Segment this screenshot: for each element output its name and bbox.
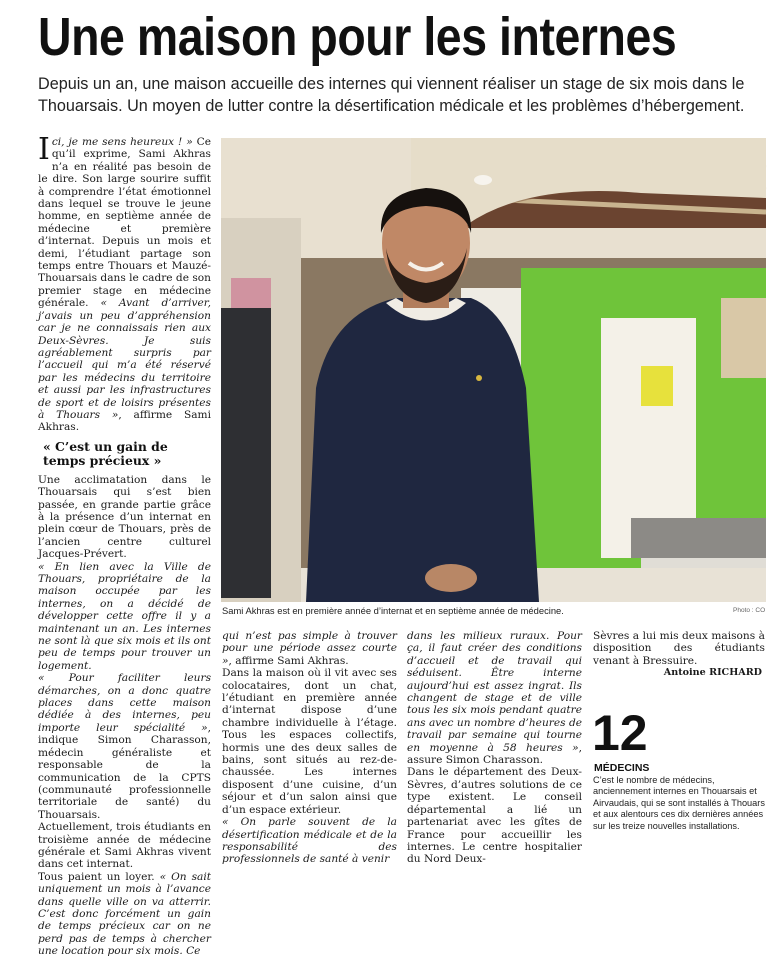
article-column-3	[407, 630, 582, 866]
photo-caption: Sami Akhras est en première année d’internat et en septième année de médecine.	[222, 605, 564, 616]
stat-label: MÉDECINS	[594, 762, 650, 774]
paragraph: Sèvres a lui mis deux maisons à disposition des étudiants venant à Bressuire.	[593, 630, 765, 667]
byline: Antoine RICHARD	[663, 667, 762, 679]
headline: Une maison pour les internes	[38, 7, 677, 67]
paragraph: « En lien avec la Ville de Thouars, propriétaire de la maison occupée par les internes, on a décidé de développer cette offre il y a maintenant un an. Les internes ne sont là que six mois et ils ont peu de temps pour trouver un logement.	[38, 560, 211, 672]
paragraph: dans les milieux ruraux. Pour ça, il faut créer des conditions d’accueil et de travail qui séduisent. Être interne aujourd’hui est assez ingrat. Ils changent de stage et de ville tous les six mois pendant quatre ans avec un nombre d’heures de travail par semaine qui tourne en moyenne à 58 heures », assure Simon Charasson.	[407, 630, 582, 767]
paragraph: Dans le département des Deux-Sèvres, d’autres solutions de ce type existent. Le conseil départemental a lié un partenariat avec les gîtes de France pour accueillir les internes. Le centre hospitalier du Nord Deux-	[407, 766, 582, 866]
paragraph: qui n’est pas simple à trouver pour une période assez courte », affirme Sami Akhras.	[222, 630, 397, 667]
subheading: « C’est un gain de temps précieux »	[43, 438, 168, 468]
paragraph: « Pour faciliter leurs démarches, on a donc quatre places dans cette maison dédiée à des internes, peu importe leur spécialité », indique Simon Charasson, médecin généraliste et responsable de la communication de la CPTS (communauté professionnelle territoriale de santé) du Thouarsais.	[38, 672, 211, 821]
article-photo	[221, 138, 766, 602]
article-column-2	[222, 630, 397, 866]
photo-credit: Photo : CO	[733, 607, 766, 614]
paragraph: « On parle souvent de la désertification médicale et de la responsabilité des professionnels de santé à venir	[222, 816, 397, 866]
standfirst: Depuis un an, une maison accueille des internes qui viennent réaliser un stage de six mois dans le Thouarsais. Un moyen de lutter contre la désertification médicale et les problèmes d’hébergement.	[38, 75, 745, 115]
paragraph: Une acclimatation dans le Thouarsais qui s’est bien passée, en grande partie grâce à la présence d’un internat en plein cœur de Thouars, près de l’ancien centre culturel Jacques-Prévert.	[38, 473, 211, 561]
stat-number: 12	[592, 705, 648, 761]
article-column-4	[593, 630, 765, 680]
dropcap: I	[38, 132, 50, 167]
paragraph: Ici, je me sens heureux ! » Ce qu’il exprime, Sami Akhras n’a en réalité pas besoin de le dire. Son large sourire suffit à comprendre l’état émotionnel dans lequel se trouve le jeune homme, en septième année de médecine et première d’internat. Depuis un mois et demi, l’étudiant partage son temps entre Thouars et Mauzé-Thouarsais dans le cadre de son premier stage en médecine générale. « Avant d’arriver, j’avais un peu d’appréhension car je ne connaissais rien aux Deux-Sèvres. Je suis agréablement surpris par l’accueil qui m’a été réservé par les médecins du territoire et aussi par les infrastructures de sport et de loisirs présentes à Thouars », affirme Sami Akhras.	[38, 132, 211, 434]
photo-illustration	[221, 138, 766, 602]
paragraph: Tous paient un loyer. « On sait uniquement un mois à l’avance dans quelle ville on va atterrir. C’est donc forcément un gain de temps précieux car on ne perd pas de temps à chercher une location pour six mois. Ce	[38, 870, 211, 958]
paragraph: Actuellement, trois étudiants en troisième année de médecine générale et Sami Akhras vivent dans cet internat.	[38, 821, 211, 871]
article-column-1	[38, 132, 211, 958]
stat-description: C’est le nombre de médecins, anciennement internes en Thouarsais et Airvaudais, qui se sont installés à Thouars et aux alentours ces dix dernières années sur les treize nouvelles installations.	[593, 775, 765, 831]
paragraph: Dans la maison où il vit avec ses colocataires, dont un chat, l’étudiant en première année d’internat dispose d’une chambre individuelle à l’étage. Tous les espaces collectifs, hormis une des deux salles de bains, sont situés au rez-de-chaussée. Les internes disposent d’une cuisine, d’un séjour et d’un salon ainsi que d’un espace extérieur.	[222, 667, 397, 816]
